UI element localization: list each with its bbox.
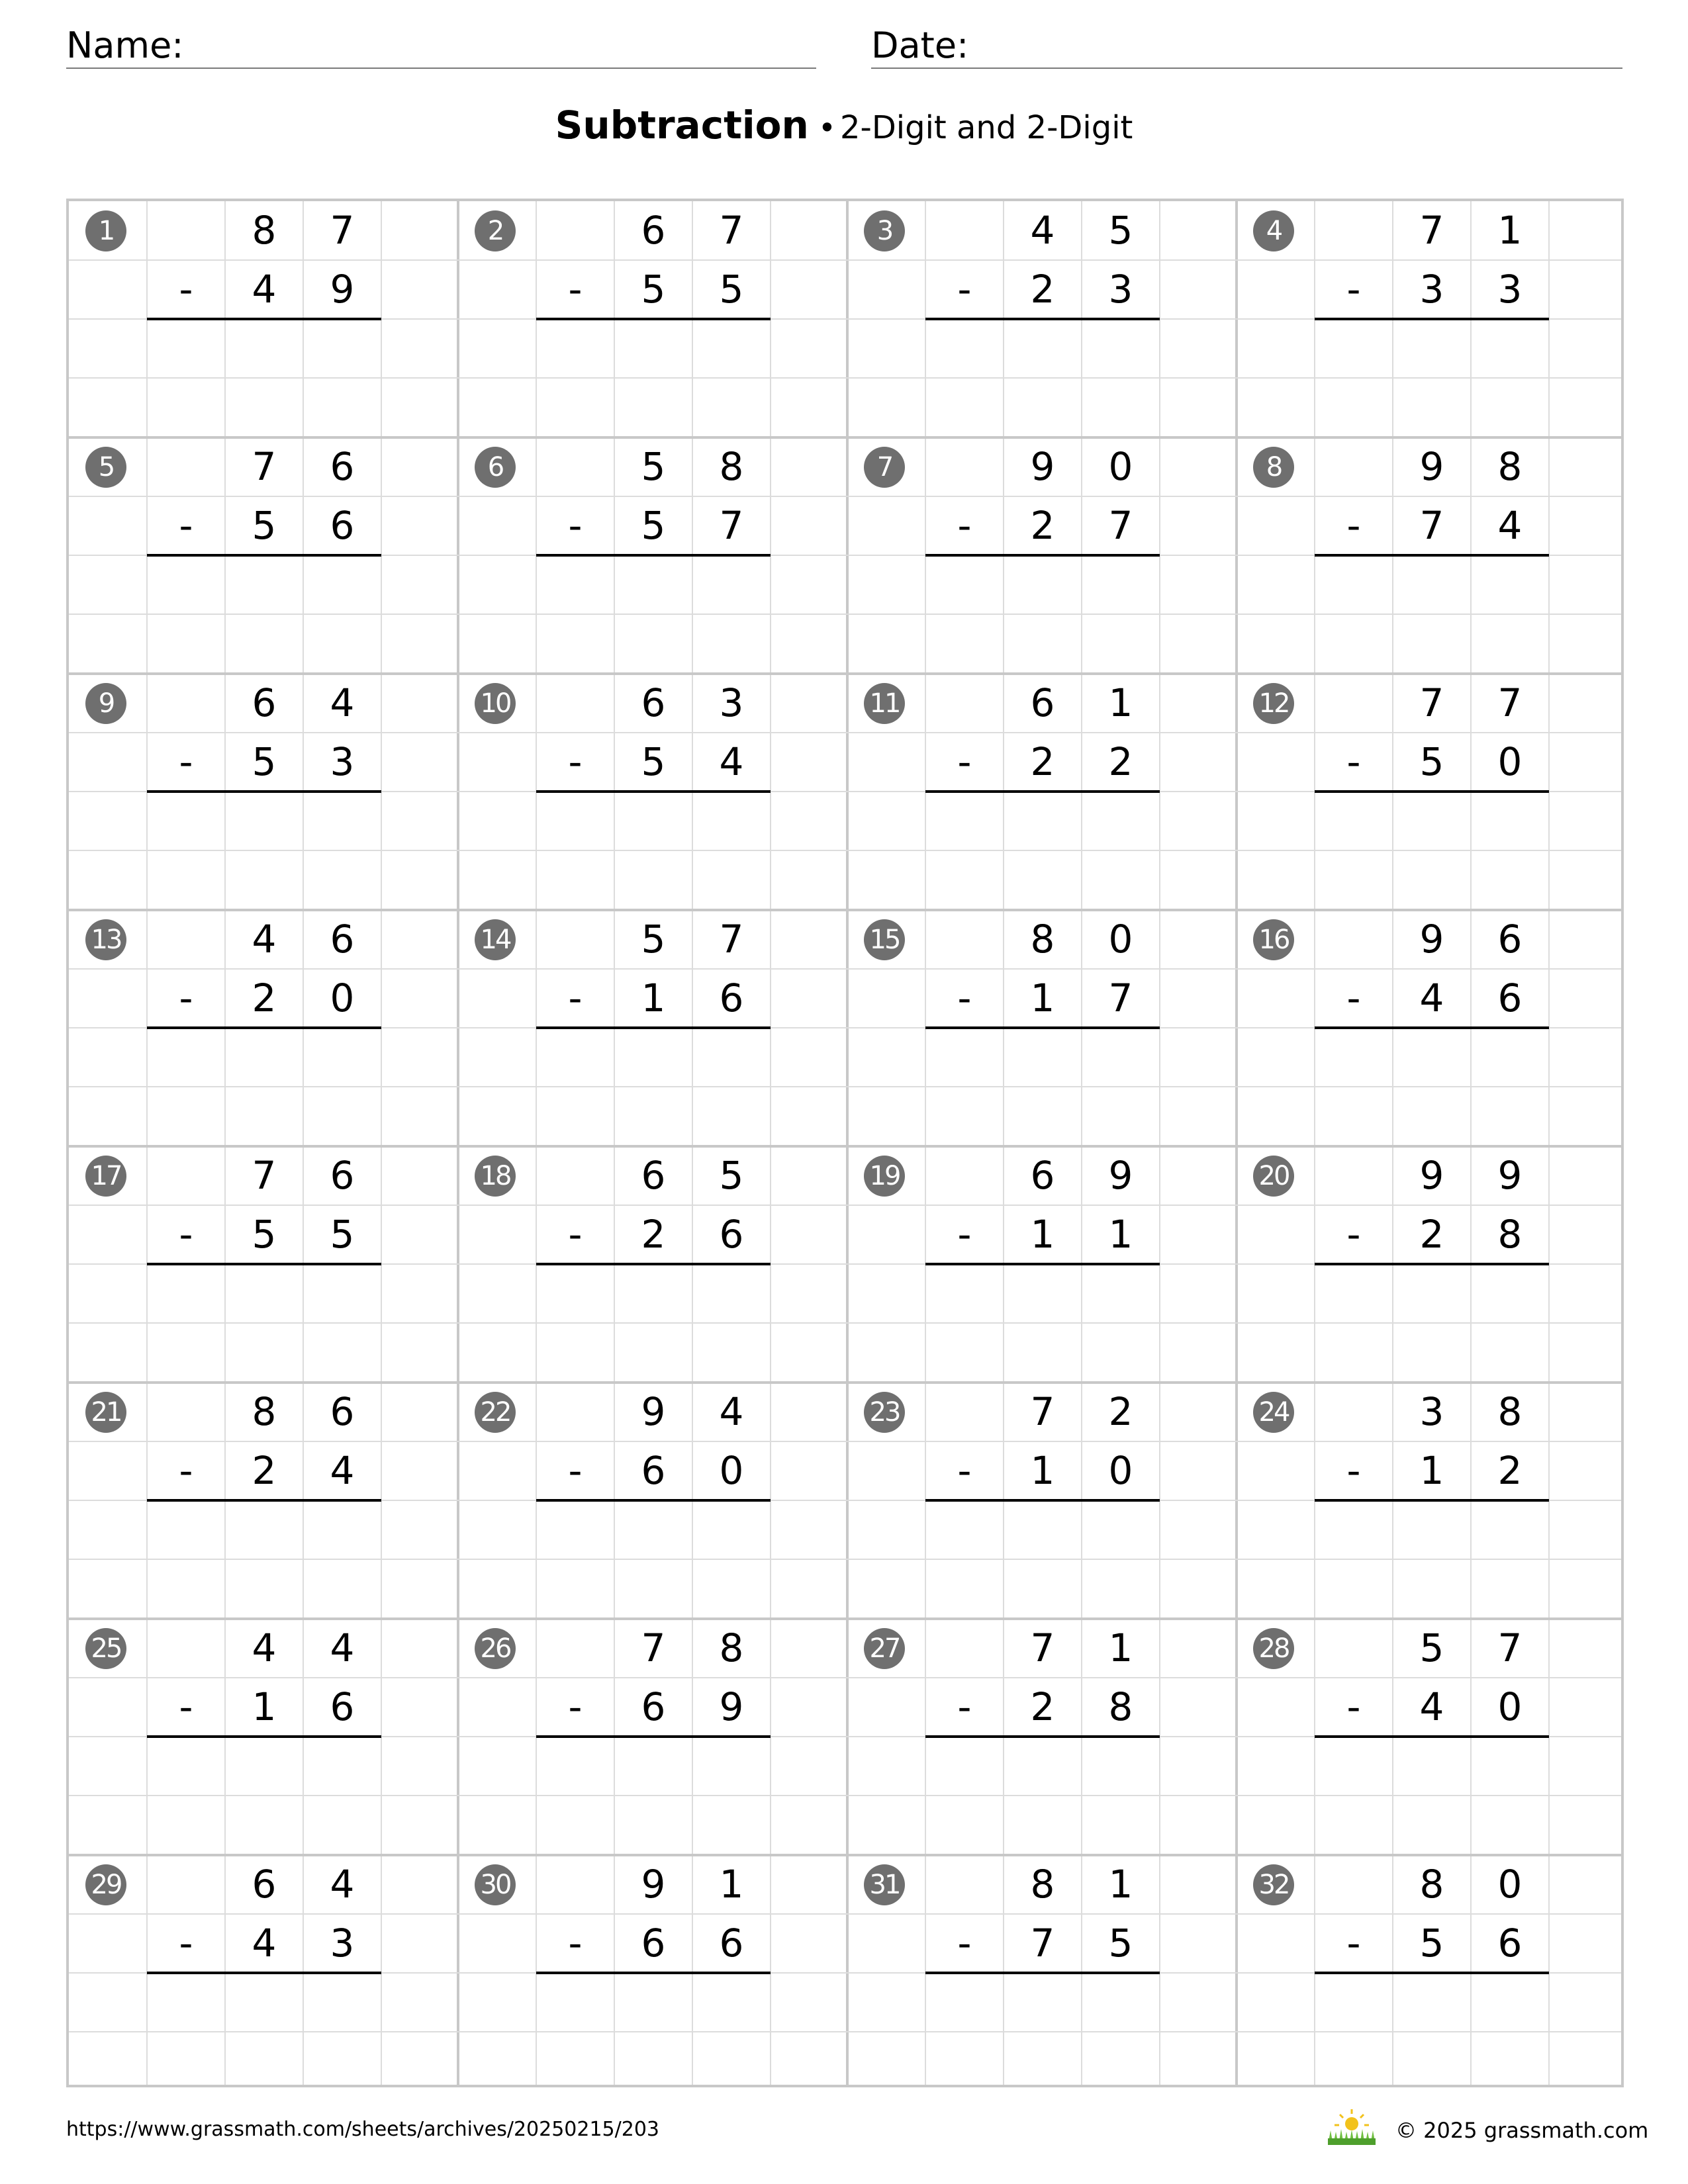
minuend-tens-digit: 9 [1419, 1153, 1444, 1198]
subtrahend-tens-digit: 4 [252, 267, 277, 312]
subtrahend-tens-digit: 2 [1419, 1212, 1444, 1257]
problem-number-badge: 22 [475, 1392, 516, 1433]
minuend-ones-digit: 3 [719, 680, 744, 725]
subtrahend-ones-digit: 3 [330, 1921, 355, 1966]
problem-cell[interactable] [847, 1146, 1237, 1383]
answer-line [147, 1499, 381, 1502]
problem-cell[interactable] [69, 1383, 458, 1619]
problem-cell[interactable] [847, 1855, 1237, 2091]
minuend-ones-digit: 5 [1108, 208, 1133, 253]
subtrahend-tens-digit: 5 [1419, 739, 1444, 784]
subtrahend-ones-digit: 0 [1497, 739, 1523, 784]
subtrahend-ones-digit: 0 [719, 1448, 744, 1493]
problem-cell[interactable] [458, 1383, 847, 1619]
minuend-ones-digit: 0 [1497, 1862, 1523, 1907]
problem-number-badge: 30 [475, 1864, 516, 1905]
answer-line [536, 1499, 771, 1502]
subtrahend-tens-digit: 2 [1030, 739, 1055, 784]
problem-number-badge: 8 [1253, 447, 1294, 488]
minuend-tens-digit: 8 [252, 1389, 277, 1434]
minus-sign: - [957, 503, 972, 548]
problem-number-badge: 24 [1253, 1392, 1294, 1433]
problem-cell[interactable] [69, 437, 458, 674]
minuend-ones-digit: 6 [330, 444, 355, 489]
minuend-ones-digit: 0 [1108, 444, 1133, 489]
subtrahend-ones-digit: 6 [719, 1212, 744, 1257]
answer-line [536, 1263, 771, 1265]
minuend-tens-digit: 5 [641, 444, 666, 489]
problem-cell[interactable] [847, 1383, 1237, 1619]
answer-line [147, 1735, 381, 1738]
problem-cell[interactable] [69, 201, 458, 437]
minuend-ones-digit: 9 [1108, 1153, 1133, 1198]
subtrahend-ones-digit: 0 [330, 976, 355, 1021]
subtrahend-ones-digit: 9 [719, 1684, 744, 1729]
worksheet-title [0, 103, 1688, 148]
minuend-tens-digit: 6 [641, 208, 666, 253]
subtrahend-ones-digit: 7 [1108, 503, 1133, 548]
answer-line [147, 1972, 381, 1974]
footer-copyright: © 2025 grassmath.com [1395, 2118, 1649, 2143]
subtrahend-ones-digit: 0 [1108, 1448, 1133, 1493]
minuend-ones-digit: 4 [330, 1862, 355, 1907]
minuend-tens-digit: 4 [252, 1625, 277, 1670]
problem-number-badge: 26 [475, 1628, 516, 1669]
problem-number-badge: 19 [864, 1156, 905, 1197]
subtrahend-ones-digit: 6 [719, 976, 744, 1021]
minus-sign: - [179, 976, 193, 1021]
problem-number-badge: 4 [1253, 210, 1294, 251]
subtrahend-ones-digit: 7 [1108, 976, 1133, 1021]
subtrahend-tens-digit: 4 [1419, 1684, 1444, 1729]
answer-line [536, 554, 771, 557]
subtrahend-tens-digit: 3 [1419, 267, 1444, 312]
minus-sign: - [179, 1448, 193, 1493]
minus-sign: - [957, 1212, 972, 1257]
minuend-ones-digit: 1 [719, 1862, 744, 1907]
problem-number-badge: 31 [864, 1864, 905, 1905]
problem-cell[interactable] [1237, 1146, 1626, 1383]
answer-line [536, 1735, 771, 1738]
problem-number-badge: 20 [1253, 1156, 1294, 1197]
minuend-tens-digit: 7 [252, 444, 277, 489]
problem-number-badge: 18 [475, 1156, 516, 1197]
minus-sign: - [179, 1921, 193, 1966]
subtrahend-ones-digit: 6 [1497, 1921, 1523, 1966]
problem-cell[interactable] [1237, 910, 1626, 1146]
problem-cell[interactable] [458, 1855, 847, 2091]
answer-line [1315, 790, 1549, 793]
minus-sign: - [1346, 739, 1361, 784]
minus-sign: - [957, 1448, 972, 1493]
subtrahend-ones-digit: 5 [719, 267, 744, 312]
problem-number-badge: 1 [85, 210, 126, 251]
subtrahend-ones-digit: 4 [719, 739, 744, 784]
subtrahend-ones-digit: 4 [330, 1448, 355, 1493]
minus-sign: - [568, 739, 583, 784]
minuend-ones-digit: 0 [1108, 917, 1133, 962]
problem-number-badge: 28 [1253, 1628, 1294, 1669]
minus-sign: - [568, 1212, 583, 1257]
problem-number-badge: 21 [85, 1392, 126, 1433]
answer-line [536, 318, 771, 320]
minuend-tens-digit: 9 [641, 1389, 666, 1434]
problem-cell[interactable] [847, 910, 1237, 1146]
minus-sign: - [1346, 267, 1361, 312]
answer-line [925, 1972, 1160, 1974]
subtrahend-tens-digit: 5 [641, 267, 666, 312]
answer-line [1315, 554, 1549, 557]
minuend-tens-digit: 6 [1030, 680, 1055, 725]
problem-cell[interactable] [1237, 437, 1626, 674]
answer-line [1315, 1972, 1549, 1974]
minus-sign: - [1346, 1684, 1361, 1729]
minus-sign: - [568, 1921, 583, 1966]
minuend-tens-digit: 4 [1030, 208, 1055, 253]
answer-line [536, 1026, 771, 1029]
minus-sign: - [957, 267, 972, 312]
minuend-ones-digit: 4 [719, 1389, 744, 1434]
minuend-tens-digit: 9 [1419, 917, 1444, 962]
problem-number-badge: 6 [475, 447, 516, 488]
minus-sign: - [568, 1684, 583, 1729]
minuend-ones-digit: 6 [330, 917, 355, 962]
minuend-ones-digit: 7 [1497, 1625, 1523, 1670]
minus-sign: - [1346, 976, 1361, 1021]
answer-line [147, 1263, 381, 1265]
minuend-tens-digit: 7 [1419, 680, 1444, 725]
problem-cell[interactable] [1237, 1855, 1626, 2091]
minuend-tens-digit: 8 [1030, 917, 1055, 962]
subtrahend-tens-digit: 1 [1419, 1448, 1444, 1493]
problem-number-badge: 32 [1253, 1864, 1294, 1905]
answer-line [536, 1972, 771, 1974]
minuend-tens-digit: 6 [252, 680, 277, 725]
subtrahend-tens-digit: 1 [1030, 1212, 1055, 1257]
subtrahend-tens-digit: 2 [1030, 267, 1055, 312]
problem-number-badge: 17 [85, 1156, 126, 1197]
subtrahend-ones-digit: 9 [330, 267, 355, 312]
subtrahend-tens-digit: 5 [641, 503, 666, 548]
title-subtitle: 2-Digit and 2-Digit [839, 109, 1133, 146]
problem-cell[interactable] [458, 910, 847, 1146]
subtrahend-tens-digit: 5 [252, 1212, 277, 1257]
answer-line [536, 790, 771, 793]
subtrahend-ones-digit: 4 [1497, 503, 1523, 548]
problem-grid [66, 199, 1624, 2087]
minuend-ones-digit: 7 [330, 208, 355, 253]
subtrahend-ones-digit: 6 [330, 1684, 355, 1729]
footer-url: https://www.grassmath.com/sheets/archives/20250215/203 [66, 2118, 660, 2141]
minus-sign: - [1346, 1212, 1361, 1257]
minuend-tens-digit: 9 [641, 1862, 666, 1907]
answer-line [1315, 318, 1549, 320]
problem-number-badge: 12 [1253, 683, 1294, 724]
minuend-ones-digit: 6 [330, 1389, 355, 1434]
minuend-ones-digit: 8 [719, 1625, 744, 1670]
subtrahend-ones-digit: 2 [1108, 739, 1133, 784]
problem-number-badge: 29 [85, 1864, 126, 1905]
subtrahend-tens-digit: 6 [641, 1448, 666, 1493]
minuend-tens-digit: 7 [1030, 1389, 1055, 1434]
subtrahend-tens-digit: 7 [1030, 1921, 1055, 1966]
problem-number-badge: 7 [864, 447, 905, 488]
minuend-ones-digit: 6 [330, 1153, 355, 1198]
minuend-tens-digit: 9 [1419, 444, 1444, 489]
problem-number-badge: 5 [85, 447, 126, 488]
subtrahend-ones-digit: 6 [1497, 976, 1523, 1021]
problem-number-badge: 9 [85, 683, 126, 724]
minus-sign: - [1346, 1448, 1361, 1493]
answer-line [925, 318, 1160, 320]
minuend-tens-digit: 7 [1419, 208, 1444, 253]
subtrahend-ones-digit: 5 [1108, 1921, 1133, 1966]
problem-cell[interactable] [69, 1855, 458, 2091]
minuend-ones-digit: 1 [1108, 680, 1133, 725]
subtrahend-ones-digit: 0 [1497, 1684, 1523, 1729]
minuend-tens-digit: 6 [252, 1862, 277, 1907]
name-field[interactable] [66, 24, 816, 69]
minuend-ones-digit: 5 [719, 1153, 744, 1198]
subtrahend-ones-digit: 5 [330, 1212, 355, 1257]
minus-sign: - [957, 976, 972, 1021]
subtrahend-tens-digit: 1 [252, 1684, 277, 1729]
minus-sign: - [568, 976, 583, 1021]
subtrahend-tens-digit: 5 [252, 739, 277, 784]
minuend-tens-digit: 5 [1419, 1625, 1444, 1670]
minus-sign: - [179, 1684, 193, 1729]
minuend-ones-digit: 7 [719, 917, 744, 962]
minus-sign: - [957, 1921, 972, 1966]
subtrahend-tens-digit: 5 [1419, 1921, 1444, 1966]
minus-sign: - [179, 1212, 193, 1257]
minuend-tens-digit: 8 [1419, 1862, 1444, 1907]
answer-line [147, 790, 381, 793]
answer-line [1315, 1026, 1549, 1029]
problem-cell[interactable] [1237, 674, 1626, 910]
minus-sign: - [179, 739, 193, 784]
problem-cell[interactable] [1237, 1383, 1626, 1619]
subtrahend-tens-digit: 1 [1030, 1448, 1055, 1493]
subtrahend-ones-digit: 7 [719, 503, 744, 548]
answer-line [925, 1026, 1160, 1029]
subtrahend-tens-digit: 2 [252, 976, 277, 1021]
problem-cell[interactable] [458, 1146, 847, 1383]
minuend-tens-digit: 6 [641, 680, 666, 725]
answer-line [925, 554, 1160, 557]
date-field[interactable] [871, 24, 1622, 69]
answer-line [925, 1735, 1160, 1738]
minuend-ones-digit: 1 [1108, 1625, 1133, 1670]
subtrahend-tens-digit: 1 [1030, 976, 1055, 1021]
problem-number-badge: 23 [864, 1392, 905, 1433]
minuend-ones-digit: 8 [719, 444, 744, 489]
subtrahend-ones-digit: 8 [1497, 1212, 1523, 1257]
minuend-tens-digit: 7 [252, 1153, 277, 1198]
problem-cell[interactable] [847, 674, 1237, 910]
subtrahend-ones-digit: 3 [1108, 267, 1133, 312]
subtrahend-tens-digit: 2 [1030, 1684, 1055, 1729]
title-main: Subtraction [555, 103, 809, 148]
problem-number-badge: 25 [85, 1628, 126, 1669]
problem-number-badge: 11 [864, 683, 905, 724]
subtrahend-tens-digit: 4 [1419, 976, 1444, 1021]
minuend-tens-digit: 9 [1030, 444, 1055, 489]
minuend-ones-digit: 2 [1108, 1389, 1133, 1434]
problem-cell[interactable] [1237, 201, 1626, 437]
minus-sign: - [568, 267, 583, 312]
problem-cell[interactable] [458, 437, 847, 674]
problem-number-badge: 16 [1253, 919, 1294, 960]
subtrahend-tens-digit: 1 [641, 976, 666, 1021]
subtrahend-tens-digit: 4 [252, 1921, 277, 1966]
minuend-ones-digit: 8 [1497, 444, 1523, 489]
subtrahend-tens-digit: 5 [252, 503, 277, 548]
minuend-tens-digit: 3 [1419, 1389, 1444, 1434]
problem-number-badge: 15 [864, 919, 905, 960]
minuend-ones-digit: 9 [1497, 1153, 1523, 1198]
problem-cell[interactable] [847, 437, 1237, 674]
subtrahend-tens-digit: 6 [641, 1921, 666, 1966]
subtrahend-ones-digit: 1 [1108, 1212, 1133, 1257]
minus-sign: - [957, 739, 972, 784]
title-bullet: • [818, 110, 836, 146]
answer-line [147, 1026, 381, 1029]
name-label: Name: [66, 24, 184, 66]
subtrahend-tens-digit: 2 [252, 1448, 277, 1493]
problem-number-badge: 2 [475, 210, 516, 251]
problem-cell[interactable] [847, 1619, 1237, 1855]
minus-sign: - [1346, 503, 1361, 548]
answer-line [147, 554, 381, 557]
minuend-tens-digit: 8 [1030, 1862, 1055, 1907]
minuend-ones-digit: 1 [1108, 1862, 1133, 1907]
minuend-tens-digit: 6 [1030, 1153, 1055, 1198]
answer-line [1315, 1263, 1549, 1265]
problem-cell[interactable] [1237, 1619, 1626, 1855]
subtrahend-tens-digit: 5 [641, 739, 666, 784]
answer-line [925, 1263, 1160, 1265]
problem-number-badge: 14 [475, 919, 516, 960]
problem-cell[interactable] [69, 1619, 458, 1855]
problem-number-badge: 3 [864, 210, 905, 251]
minus-sign: - [179, 503, 193, 548]
minus-sign: - [568, 503, 583, 548]
problem-cell[interactable] [69, 910, 458, 1146]
minuend-tens-digit: 5 [641, 917, 666, 962]
date-label: Date: [871, 24, 969, 66]
problem-cell[interactable] [458, 1619, 847, 1855]
minuend-ones-digit: 8 [1497, 1389, 1523, 1434]
subtrahend-tens-digit: 7 [1419, 503, 1444, 548]
problem-cell[interactable] [847, 201, 1237, 437]
answer-line [1315, 1499, 1549, 1502]
minus-sign: - [179, 267, 193, 312]
subtrahend-tens-digit: 6 [641, 1684, 666, 1729]
minuend-tens-digit: 8 [252, 208, 277, 253]
minuend-ones-digit: 7 [719, 208, 744, 253]
subtrahend-ones-digit: 3 [330, 739, 355, 784]
minus-sign: - [568, 1448, 583, 1493]
minuend-ones-digit: 1 [1497, 208, 1523, 253]
problem-cell[interactable] [458, 201, 847, 437]
minus-sign: - [957, 1684, 972, 1729]
subtrahend-ones-digit: 2 [1497, 1448, 1523, 1493]
answer-line [1315, 1735, 1549, 1738]
subtrahend-ones-digit: 8 [1108, 1684, 1133, 1729]
problem-number-badge: 13 [85, 919, 126, 960]
minuend-ones-digit: 6 [1497, 917, 1523, 962]
problem-number-badge: 10 [475, 683, 516, 724]
subtrahend-tens-digit: 2 [1030, 503, 1055, 548]
subtrahend-tens-digit: 2 [641, 1212, 666, 1257]
answer-line [147, 318, 381, 320]
minuend-tens-digit: 7 [641, 1625, 666, 1670]
answer-line [925, 790, 1160, 793]
minus-sign: - [1346, 1921, 1361, 1966]
subtrahend-ones-digit: 6 [719, 1921, 744, 1966]
minuend-ones-digit: 7 [1497, 680, 1523, 725]
problem-cell[interactable] [69, 1146, 458, 1383]
problem-number-badge: 27 [864, 1628, 905, 1669]
minuend-tens-digit: 6 [641, 1153, 666, 1198]
answer-line [925, 1499, 1160, 1502]
minuend-ones-digit: 4 [330, 680, 355, 725]
grass-sun-logo-icon [1325, 2107, 1378, 2146]
minuend-tens-digit: 4 [252, 917, 277, 962]
problem-cell[interactable] [69, 674, 458, 910]
minuend-tens-digit: 7 [1030, 1625, 1055, 1670]
subtrahend-ones-digit: 6 [330, 503, 355, 548]
minuend-ones-digit: 4 [330, 1625, 355, 1670]
problem-cell[interactable] [458, 674, 847, 910]
subtrahend-ones-digit: 3 [1497, 267, 1523, 312]
